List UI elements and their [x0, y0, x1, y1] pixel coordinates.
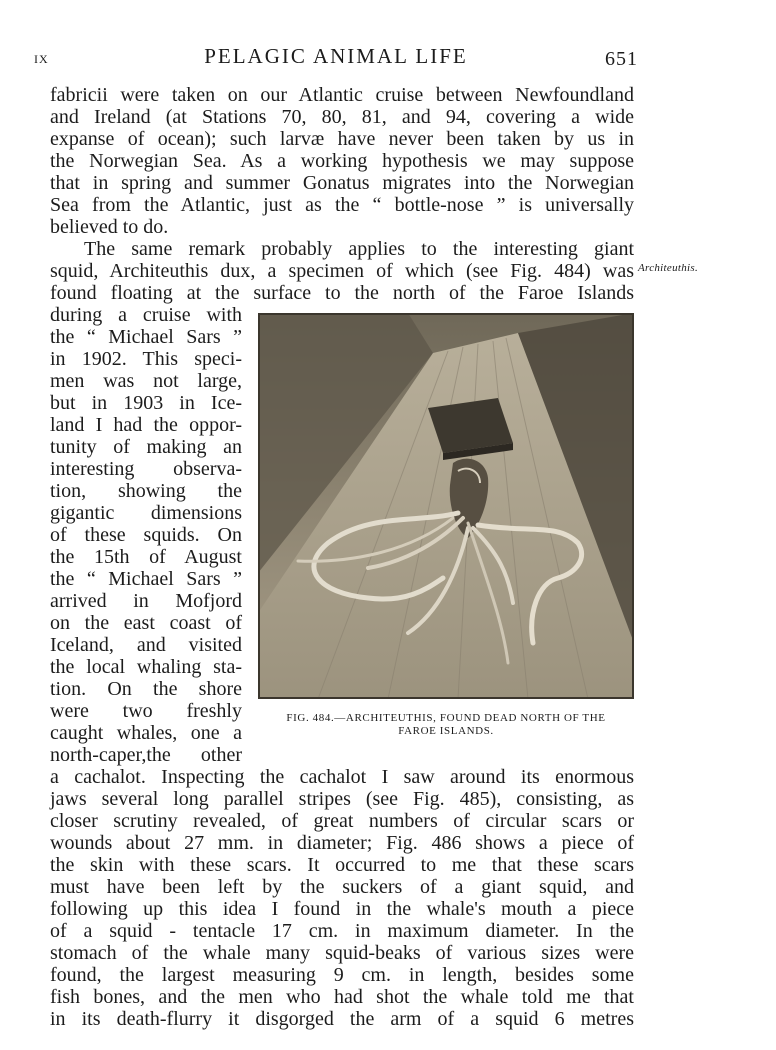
- running-title: PELAGIC ANIMAL LIFE: [204, 44, 468, 68]
- wrap-line: tion. On the shore: [50, 678, 242, 700]
- wrap-line: tion, showing the: [50, 480, 242, 502]
- page-number: 651: [605, 48, 638, 70]
- figure-caption: [258, 712, 634, 738]
- running-header: [34, 44, 638, 72]
- body-line: wounds about 27 mm. in diameter; Fig. 486 shows a piece of: [50, 832, 634, 854]
- wrap-line: the 15th of August: [50, 546, 242, 568]
- wrap-line: caught whales, one a: [50, 722, 242, 744]
- body-line: stomach of the whale many squid-beaks of various sizes were: [50, 942, 634, 964]
- wrap-line: the “ Michael Sars ”: [50, 326, 242, 348]
- caption-line: FAROE ISLANDS.: [398, 725, 494, 737]
- body-line: and Ireland (at Stations 70, 80, 81, and 94, covering a wide: [50, 106, 634, 128]
- body-line: must have been left by the suckers of a giant squid, and: [50, 876, 634, 898]
- margin-note: Architeuthis.: [638, 262, 699, 274]
- wrap-line: tunity of making an: [50, 436, 242, 458]
- wrap-line: arrived in Mofjord: [50, 590, 242, 612]
- wrap-line: but in 1903 in Ice-: [50, 392, 242, 414]
- wrap-line: men was not large,: [50, 370, 242, 392]
- wrap-line: the “ Michael Sars ”: [50, 568, 242, 590]
- body-line: closer scrutiny revealed, of great numbers of circular scars or: [50, 810, 634, 832]
- body-line: found floating at the surface to the north of the Faroe Islands: [50, 282, 634, 304]
- body-line: fabricii were taken on our Atlantic cruise between Newfoundland: [50, 84, 634, 106]
- wrap-line: land I had the oppor-: [50, 414, 242, 436]
- wrap-line: gigantic dimensions: [50, 502, 242, 524]
- body-line: believed to do.: [50, 216, 169, 238]
- body-line: jaws several long parallel stripes (see Fig. 485), consisting, as: [50, 788, 634, 810]
- wrap-line: Iceland, and visited: [50, 634, 242, 656]
- wrap-line: during a cruise with: [50, 304, 242, 326]
- body-line: squid, Architeuthis dux, a specimen of which (see Fig. 484) was: [50, 260, 634, 282]
- body-line: of a squid - tentacle 17 cm. in maximum diameter. In the: [50, 920, 634, 942]
- squid-photo-illustration: [258, 313, 634, 699]
- body-line: a cachalot. Inspecting the cachalot I saw around its enormous: [50, 766, 634, 788]
- body-line: The same remark probably applies to the interesting giant: [84, 238, 634, 260]
- body-line: found, the largest measuring 9 cm. in length, besides some: [50, 964, 634, 986]
- body-line: Sea from the Atlantic, just as the “ bottle-nose ” is universally: [50, 194, 634, 216]
- wrap-line: were two freshly: [50, 700, 242, 722]
- wrap-line: on the east coast of: [50, 612, 242, 634]
- wrap-line: of these squids. On: [50, 524, 242, 546]
- chapter-number: IX: [34, 52, 49, 66]
- squid-photograph: [258, 313, 634, 699]
- body-line: the Norwegian Sea. As a working hypothesis we may suppose: [50, 150, 634, 172]
- body-line: the skin with these scars. It occurred to me that these scars: [50, 854, 634, 876]
- body-line: in its death-flurry it disgorged the arm of a squid 6 metres: [50, 1008, 634, 1030]
- caption-line: FIG. 484.—ARCHITEUTHIS, FOUND DEAD NORTH OF THE: [286, 712, 606, 724]
- body-line: that in spring and summer Gonatus migrates into the Norwegian: [50, 172, 634, 194]
- wrap-line: the local whaling sta-: [50, 656, 242, 678]
- body-line: expanse of ocean); such larvæ have never been taken by us in: [50, 128, 634, 150]
- wrap-line: in 1902. This speci-: [50, 348, 242, 370]
- wrap-line: interesting observa-: [50, 458, 242, 480]
- body-line: following up this idea I found in the whale's mouth a piece: [50, 898, 634, 920]
- body-line: fish bones, and the men who had shot the whale told me that: [50, 986, 634, 1008]
- wrap-line: north-caper,the other: [50, 744, 242, 766]
